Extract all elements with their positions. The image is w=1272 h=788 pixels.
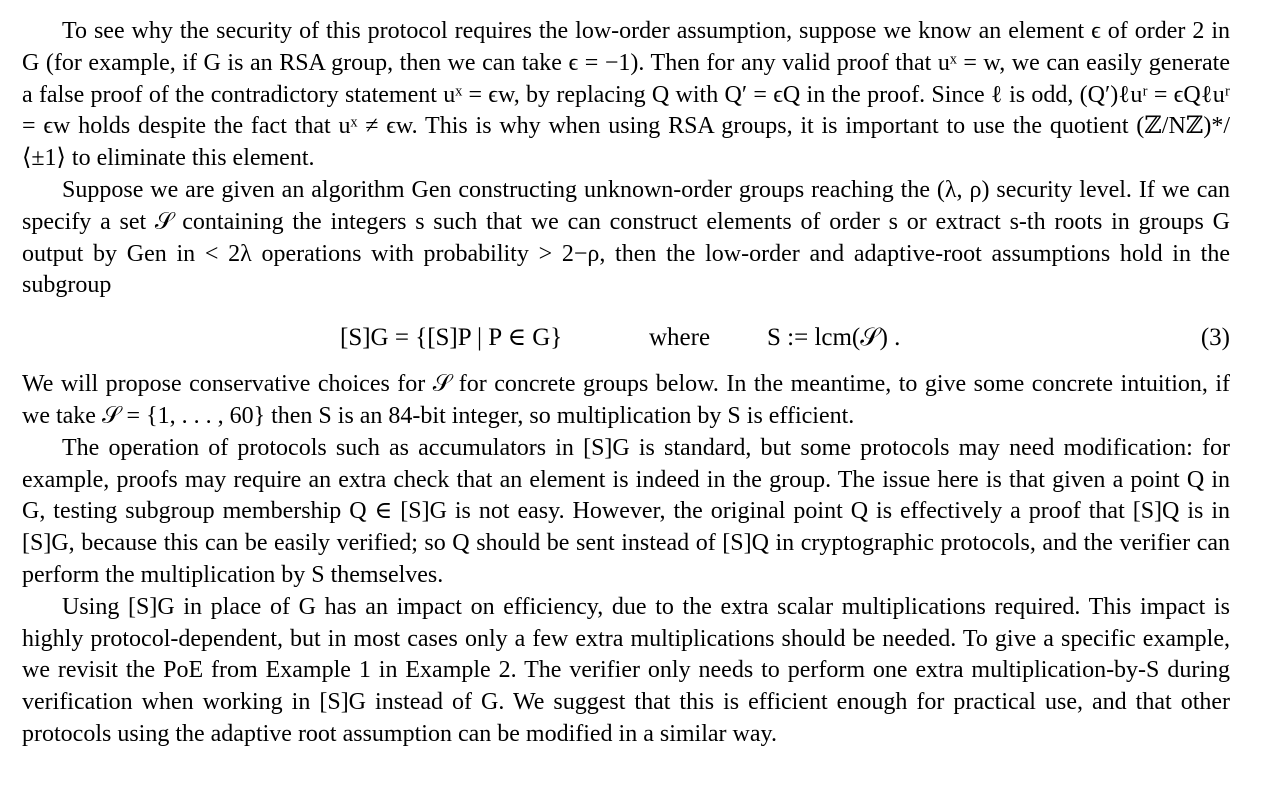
display-equation-3: [22, 314, 1230, 361]
equation-where-word: where: [649, 324, 711, 352]
equation-lcm-definition: S := lcm(𝒮) .: [767, 324, 901, 352]
equation-subgroup-definition: [S]G = {[S]P | P ∈ G}: [340, 324, 563, 352]
equation-number: (3): [1200, 324, 1230, 352]
paragraph-conservative-choices: We will propose conservative choices for 𝒮 for concrete groups below. In the meantime, to give some concrete intuition, if we take 𝒮 = {1, . . . , 60} then S is an 84-bit integer, so multiplication by S is efficient.: [22, 371, 1230, 429]
paper-page: [22, 16, 1230, 751]
paragraph-gen-algorithm: Suppose we are given an algorithm Gen constructing unknown-order groups reaching the (λ, ρ) security level. If we can specify a set 𝒮 containing the integers s such that we can construct elements of order s or extract s-th roots in groups G output by Gen in < 2λ operations with probability > 2−ρ, then the low-order and adaptive-root assumptions hold in the subgroup: [22, 176, 1230, 299]
paragraph-protocol-modification: The operation of protocols such as accumulators in [S]G is standard, but some protocols may need modification: for example, proofs may require an extra check that an element is indeed in the group. The issue here is that given a point Q in G, testing subgroup membership Q ∈ [S]G is not easy. However, the original point Q is effectively a proof that [S]Q is in [S]G, because this can be easily verified; so Q should be sent instead of [S]Q in cryptographic protocols, and the verifier can perform the multiplication by S themselves.: [22, 434, 1230, 588]
paragraph-low-order-example: To see why the security of this protocol requires the low-order assumption, suppose we know an element ϵ of order 2 in G (for example, if G is an RSA group, then we can take ϵ = −1). Then for any valid proof that uˣ = w, we can easily generate a false proof of the contradictory statement uˣ = ϵw, by replacing Q with Q′ = ϵQ in the proof. Since ℓ is odd, (Q′)ℓuʳ = ϵQℓuʳ = ϵw holds despite the fact that uˣ ≠ ϵw. This is why when using RSA groups, it is important to use the quotient (ℤ/Nℤ)*/⟨±1⟩ to eliminate this element.: [22, 18, 1230, 172]
paragraph-efficiency-impact: Using [S]G in place of G has an impact on efficiency, due to the extra scalar multiplications required. This impact is highly protocol-dependent, but in most cases only a few extra multiplications should be needed. To give a specific example, we revisit the PoE from Example 1 in Example 2. The verifier only needs to perform one extra multiplication-by-S during verification when working in [S]G instead of G. We suggest that this is efficient enough for practical use, and that other protocols using the adaptive root assumption can be modified in a similar way.: [22, 593, 1230, 747]
